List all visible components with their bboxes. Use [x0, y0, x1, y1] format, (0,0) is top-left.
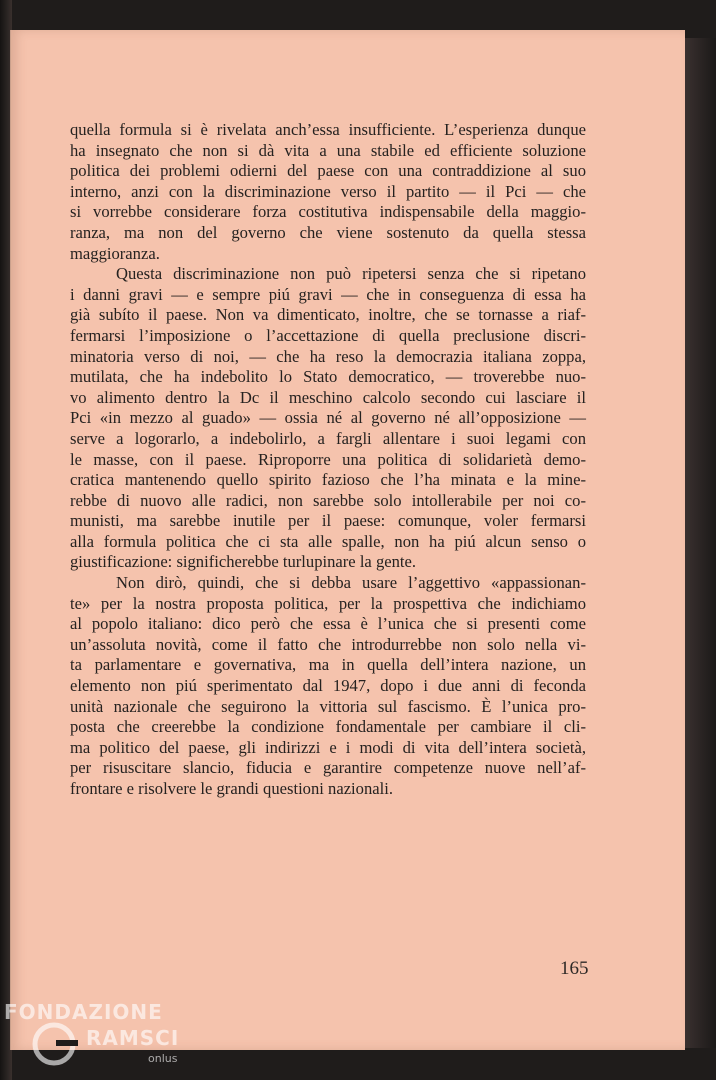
text-line: politica dei problemi odierni del paese con una contraddizione al suo: [70, 161, 586, 181]
text-line: giustificazione: significherebbe turlupinare la gente.: [70, 552, 417, 572]
text-line: rebbe di nuovo alle radici, non sarebbe solo intollerabile per noi co-: [70, 490, 586, 510]
text-line: i danni gravi — e sempre piú gravi — che in conseguenza di essa ha: [70, 284, 586, 304]
text-line: al popolo italiano: dico però che essa è l’unica che si presenti come: [70, 614, 586, 634]
text-line: munisti, ma sarebbe inutile per il paese: comunque, voler fermarsi: [70, 511, 586, 531]
text-line: ha insegnato che non si dà vita a una stabile ed efficiente soluzione: [70, 140, 586, 160]
page-number: 165: [560, 958, 589, 979]
text-line: Non dirò, quindi, che si debba usare l’aggettivo «appassionan-: [116, 573, 586, 593]
text-line: fermarsi l’imposizione o l’accettazione di quella preclusione discri-: [70, 325, 586, 345]
text-line: serve a logorarlo, a indebolirlo, a fargli allentare i suoi legami con: [70, 428, 586, 448]
text-line: alla formula politica che ci sta alle spalle, non ha piú alcun senso o: [70, 531, 586, 551]
body-text: [70, 120, 586, 800]
text-line: già subíto il paese. Non va dimenticato, inoltre, che se tornasse a riaf-: [70, 305, 586, 325]
text-line: mutilata, che ha indebolito lo Stato democratico, — troverebbe nuo-: [70, 367, 586, 387]
gramsci-logo-icon: [30, 1020, 78, 1068]
text-line: quella formula si è rivelata anch’essa insufficiente. L’esperienza dunque: [70, 120, 586, 139]
text-line: un’assoluta novità, come il fatto che introdurrebbe non solo nella vi-: [70, 634, 586, 654]
text-line: Questa discriminazione non può ripetersi senza che si ripetano: [116, 264, 586, 284]
watermark-line-3: onlus: [148, 1052, 178, 1065]
text-line: frontare e risolvere le grandi questioni nazionali.: [70, 779, 393, 798]
text-line: maggioranza.: [70, 243, 160, 263]
text-line: posta che creerebbe la condizione fondamentale per cambiare il cli-: [70, 717, 586, 737]
text-line: vo alimento dentro la Dc il meschino calcolo secondo cui lasciare il: [70, 387, 586, 407]
text-line: minatoria verso di noi, — che ha reso la democrazia italiana zoppa,: [70, 346, 586, 366]
text-line: cratica mantenendo quello spirito fazioso che l’ha minata e la mine-: [70, 470, 586, 490]
text-line: Pci «in mezzo al guado» — ossia né al governo né all’opposizione —: [70, 408, 586, 428]
text-line: per risuscitare slancio, fiducia e garantire competenze nuove nell’af-: [70, 758, 586, 778]
watermark-line-1: FONDAZIONE: [4, 1000, 163, 1024]
text-line: ranza, ma non del governo che viene sostenuto da quella stessa: [70, 222, 586, 242]
text-line: si vorrebbe considerare forza costitutiva indispensabile della maggio-: [70, 202, 586, 222]
fondazione-gramsci-watermark: [4, 1000, 204, 1080]
text-line: ta parlamentare e governativa, ma in quella dell’intera nazione, un: [70, 655, 586, 675]
text-line: elemento non piú sperimentato dal 1947, dopo i due anni di feconda: [70, 676, 586, 696]
text-line: ma politico del paese, gli indirizzi e i modi di vita dell’intera società,: [70, 737, 586, 757]
page-edge-shadow: [684, 38, 716, 1048]
text-line: te» per la nostra proposta politica, per la prospettiva che indichiamo: [70, 593, 586, 613]
text-line: unità nazionale che seguirono la vittoria sul fascismo. È l’unica pro-: [70, 696, 586, 716]
text-line: le masse, con il paese. Riproporre una politica di solidarietà demo-: [70, 449, 586, 469]
watermark-line-2: RAMSCI: [86, 1026, 180, 1050]
text-line: interno, anzi con la discriminazione verso il partito — il Pci — che: [70, 181, 586, 201]
